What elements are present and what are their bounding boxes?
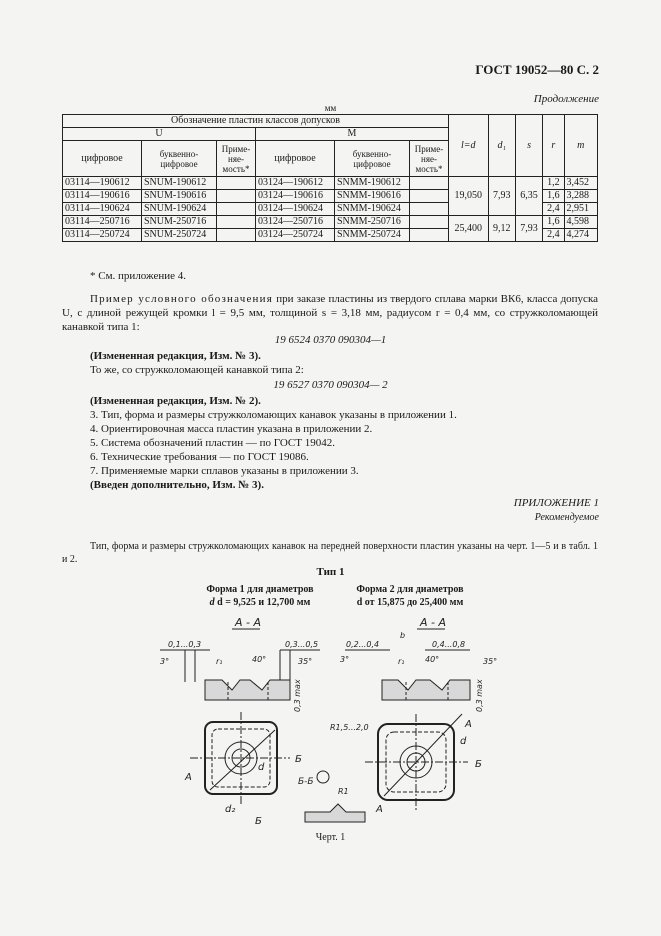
cell bbox=[217, 190, 256, 203]
section-label-2: А - А bbox=[420, 616, 447, 629]
table-unit: мм bbox=[324, 103, 337, 113]
cell: 03114—250724 bbox=[63, 229, 142, 242]
appendix-title: ПРИЛОЖЕНИЕ 1 bbox=[513, 497, 599, 509]
cell bbox=[410, 216, 449, 229]
detail-r1: R1 bbox=[338, 787, 349, 796]
cell: 03124—250724 bbox=[256, 229, 335, 242]
f1-cut-b-bottom: Б bbox=[255, 816, 262, 827]
cell: 2,951 bbox=[564, 203, 597, 216]
item-6: 6. Технические требования — по ГОСТ 19086. bbox=[90, 451, 309, 463]
cell: SNUM-190612 bbox=[142, 177, 217, 190]
cell: 03114—250716 bbox=[63, 216, 142, 229]
f2-section-profile bbox=[382, 680, 470, 700]
f1-angle-3: 3° bbox=[160, 657, 170, 666]
added-note: (Введен дополнительно, Изм. № 3). bbox=[90, 479, 264, 491]
cell bbox=[217, 203, 256, 216]
edit-note-3: (Измененная редакция, Изм. № 3). bbox=[90, 350, 261, 362]
figure-caption: Черт. 1 bbox=[315, 832, 346, 843]
f1-section-profile bbox=[205, 680, 290, 700]
cell bbox=[410, 203, 449, 216]
table-group-title: Обозначение пластин классов допусков bbox=[63, 115, 449, 128]
f1-dim1: 0,1...0,3 bbox=[168, 640, 202, 649]
cell bbox=[217, 216, 256, 229]
f1-r1: r₁ bbox=[216, 657, 223, 666]
f2-b: b bbox=[400, 631, 406, 640]
col-m-digital: цифровое bbox=[256, 141, 335, 177]
class-u: U bbox=[63, 128, 256, 141]
cell: 1,6 bbox=[543, 190, 564, 203]
f2-cut-a-top: А bbox=[465, 719, 472, 730]
example-paragraph bbox=[62, 292, 598, 334]
form1-range-text: d = 9,525 и 12,700 мм bbox=[217, 597, 311, 608]
cell: SNUM-250716 bbox=[142, 216, 217, 229]
cell: SNUM-190624 bbox=[142, 203, 217, 216]
cell: 03124—190612 bbox=[256, 177, 335, 190]
cell: SNMM-190612 bbox=[335, 177, 410, 190]
form1-title: Форма 1 для диаметров bbox=[206, 584, 314, 595]
f2-dim2: 0,4...0,8 bbox=[432, 640, 466, 649]
example-text: при заказе пластины из твердого сплава марки ВК6, класса допуска U, с длиной режущей кромки l = 9,5 мм, толщиной s = 3,18 мм, радиусом r = 0,4 мм, со стружколомающей канавкой типа 1: bbox=[62, 293, 599, 333]
f2-r1: r₁ bbox=[398, 657, 405, 666]
cell: 1,6 bbox=[543, 216, 564, 229]
cell: 7,93 bbox=[488, 177, 515, 216]
f2-d: d bbox=[460, 736, 467, 747]
cell: 03114—190624 bbox=[63, 203, 142, 216]
cell: 03124—190624 bbox=[256, 203, 335, 216]
cell: 2,4 bbox=[543, 229, 564, 242]
cell: 03124—250716 bbox=[256, 216, 335, 229]
spec-table bbox=[62, 114, 598, 242]
class-m: M bbox=[256, 128, 449, 141]
form2-range: d от 15,875 до 25,400 мм bbox=[356, 597, 464, 608]
item-5: 5. Система обозначений пластин — по ГОСТ 19042. bbox=[90, 437, 335, 449]
cell: SNMM-250716 bbox=[335, 216, 410, 229]
f1-angle-35: 35° bbox=[298, 657, 313, 666]
f2-angle-35: 35° bbox=[483, 657, 498, 666]
cell: 3,452 bbox=[564, 177, 597, 190]
appendix-subtitle: Рекомендуемое bbox=[534, 512, 599, 523]
cell bbox=[410, 229, 449, 242]
cell: 4,274 bbox=[564, 229, 597, 242]
cell bbox=[410, 177, 449, 190]
code-1: 19 6524 0370 090304—1 bbox=[274, 334, 387, 346]
cell: SNMM-190616 bbox=[335, 190, 410, 203]
form2-title: Форма 2 для диаметров bbox=[356, 584, 464, 595]
f2-angle-40: 40° bbox=[425, 655, 440, 664]
cell: SNUM-250724 bbox=[142, 229, 217, 242]
cell: 03114—190612 bbox=[63, 177, 142, 190]
col-m-alpha: буквенно-цифровое bbox=[335, 141, 410, 177]
col-l: l=d bbox=[449, 115, 489, 177]
col-s: s bbox=[515, 115, 542, 177]
cell: 19,050 bbox=[449, 177, 489, 216]
f2-cut-a-bottom: А bbox=[376, 804, 383, 815]
col-u-digital: цифровое bbox=[63, 141, 142, 177]
f2-angle-3: 3° bbox=[340, 655, 350, 664]
f1-d2: d₂ bbox=[225, 804, 236, 815]
cell bbox=[217, 229, 256, 242]
col-r: r bbox=[543, 115, 564, 177]
cell: 25,400 bbox=[449, 216, 489, 242]
col-m-note: Приме-няе-мость* bbox=[410, 141, 449, 177]
section-bb: Б-Б bbox=[298, 777, 314, 787]
f1-d: d bbox=[258, 762, 265, 773]
cell: 4,598 bbox=[564, 216, 597, 229]
f1-cut-b: Б bbox=[295, 754, 302, 765]
f1-angle-40: 40° bbox=[252, 655, 267, 664]
appendix-text: Тип, форма и размеры стружколомающих канавок на передней поверхности пластин указаны на черт. 1—5 и в табл. 1 и 2. bbox=[62, 541, 598, 565]
cell bbox=[217, 177, 256, 190]
section-bb-profile bbox=[305, 804, 365, 822]
type-title: Тип 1 bbox=[316, 566, 345, 578]
f1-cut-a: А bbox=[185, 772, 192, 783]
form1-range: d d = 9,525 и 12,700 мм bbox=[209, 597, 311, 608]
table-row bbox=[63, 216, 598, 229]
f1-depth: 0,3 max bbox=[293, 679, 302, 712]
edit-note-2: (Измененная редакция, Изм. № 2). bbox=[90, 395, 261, 407]
section-label-1: А - А bbox=[235, 616, 262, 629]
f2-depth: 0,3 max bbox=[475, 679, 484, 712]
cell: 9,12 bbox=[488, 216, 515, 242]
cell: SNMM-190624 bbox=[335, 203, 410, 216]
col-d1: d₁ bbox=[488, 115, 515, 177]
same-type2: То же, со стружколомающей канавкой типа 2: bbox=[90, 364, 304, 376]
cell: 1,2 bbox=[543, 177, 564, 190]
col-u-alpha: буквенно-цифровое bbox=[142, 141, 217, 177]
item-7: 7. Применяемые марки сплавов указаны в приложении 3. bbox=[90, 465, 359, 477]
example-label: Пример условного обозначения bbox=[90, 293, 273, 305]
col-m: m bbox=[564, 115, 597, 177]
item-3: 3. Тип, форма и размеры стружколомающих канавок указаны в приложении 1. bbox=[90, 409, 457, 421]
radius-range: R1,5...2,0 bbox=[330, 723, 369, 732]
cell: 7,93 bbox=[515, 216, 542, 242]
f2-cut-b: Б bbox=[475, 759, 482, 770]
page-header: ГОСТ 19052—80 С. 2 bbox=[475, 62, 599, 77]
f1-dim2: 0,3...0,5 bbox=[285, 640, 319, 649]
code-2: 19 6527 0370 090304— 2 bbox=[273, 379, 388, 391]
continuation-label: Продолжение bbox=[533, 93, 599, 105]
insert-drawing bbox=[150, 612, 520, 830]
col-u-note: Приме-няе-мость* bbox=[217, 141, 256, 177]
table-row bbox=[63, 177, 598, 190]
cell: 03124—190616 bbox=[256, 190, 335, 203]
footnote: * См. приложение 4. bbox=[90, 270, 187, 282]
cell: 03114—190616 bbox=[63, 190, 142, 203]
cell: SNMM-250724 bbox=[335, 229, 410, 242]
cell: 6,35 bbox=[515, 177, 542, 216]
f2-dim1: 0,2...0,4 bbox=[346, 640, 380, 649]
cell bbox=[410, 190, 449, 203]
item-4: 4. Ориентировочная масса пластин указана в приложении 2. bbox=[90, 423, 373, 435]
cell: 3,288 bbox=[564, 190, 597, 203]
cell: SNUM-190616 bbox=[142, 190, 217, 203]
cell: 2,4 bbox=[543, 203, 564, 216]
